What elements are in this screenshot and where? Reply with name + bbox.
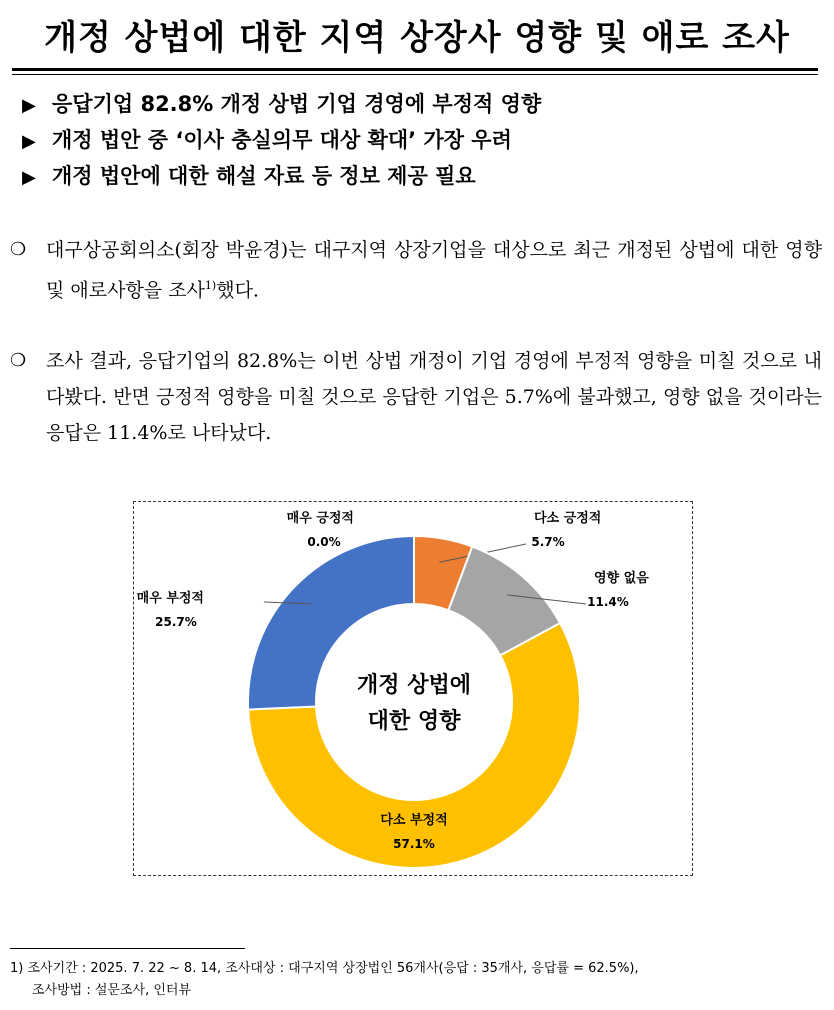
summary-bullet: ▶ 응답기업 82.8% 개정 상법 기업 경영에 부정적 영향 (22, 86, 541, 122)
slice-label: 다소 긍정적 (534, 511, 602, 526)
donut-chart (133, 501, 693, 876)
circle-bullet-icon: ❍ (10, 350, 27, 371)
footnote-line-2: 조사방법 : 설문조사, 인터뷰 (32, 983, 192, 998)
donut-chart-svg (134, 502, 692, 875)
triangle-icon: ▶ (22, 167, 36, 188)
donut-center-label: 대한 영향 (367, 709, 461, 734)
footnote-ref: 1) (204, 279, 217, 292)
title-rule-thin (12, 74, 818, 75)
footnote-rule (10, 948, 245, 949)
summary-bullet: ▶ 개정 법안에 대한 해설 자료 등 정보 제공 필요 (22, 158, 541, 194)
slice-label: 영향 없음 (594, 571, 649, 586)
footnote-line-1: 1) 조사기간 : 2025. 7. 22 ~ 8. 14, 조사대상 : 대구지역 상장법인 56개사(응답 : 35개사, 응답률 = 62.5%), (10, 961, 639, 976)
slice-value-label: 0.0% (307, 535, 341, 549)
paragraph-1-end: 했다. (216, 279, 259, 302)
summary-bullet: ▶ 개정 법안 중 ‘이사 충실의무 대상 확대’ 가장 우려 (22, 122, 541, 158)
slice-value-label: 5.7% (531, 535, 565, 549)
page-title: 개정 상법에 대한 지역 상장사 영향 및 애로 조사 (44, 18, 790, 58)
circle-bullet-icon: ❍ (10, 239, 27, 260)
slice-value-label: 25.7% (155, 615, 197, 629)
summary-bullets (22, 86, 541, 194)
paragraph-2 (10, 343, 822, 451)
paragraph-1-text: 대구상공회의소(회장 박윤경)는 대구지역 상장기업을 대상으로 최근 개정된 상법에 대한 영향 및 애로사항을 조사 (46, 239, 822, 302)
donut-center-label: 개정 상법에 (357, 673, 471, 698)
footnote (10, 958, 830, 1002)
slice-label: 매우 긍정적 (286, 511, 354, 526)
slice-label: 다소 부정적 (380, 813, 448, 828)
slice-label: 매우 부정적 (136, 591, 204, 606)
paragraph-1 (10, 232, 822, 308)
paragraph-2-text: 조사 결과, 응답기업의 82.8%는 이번 상법 개정이 기업 경영에 부정적 영향을 미칠 것으로 내다봤다. 반면 긍정적 영향을 미칠 것으로 응답한 기업은 5.7%에 불과했고, 영향 없을 것이라는 응답은 11.4%로 나타났다. (46, 350, 822, 444)
slice-value-label: 57.1% (393, 837, 435, 851)
slice-value-label: 11.4% (587, 595, 629, 609)
triangle-icon: ▶ (22, 131, 36, 152)
title-rule-thick (12, 68, 818, 71)
triangle-icon: ▶ (22, 95, 36, 116)
